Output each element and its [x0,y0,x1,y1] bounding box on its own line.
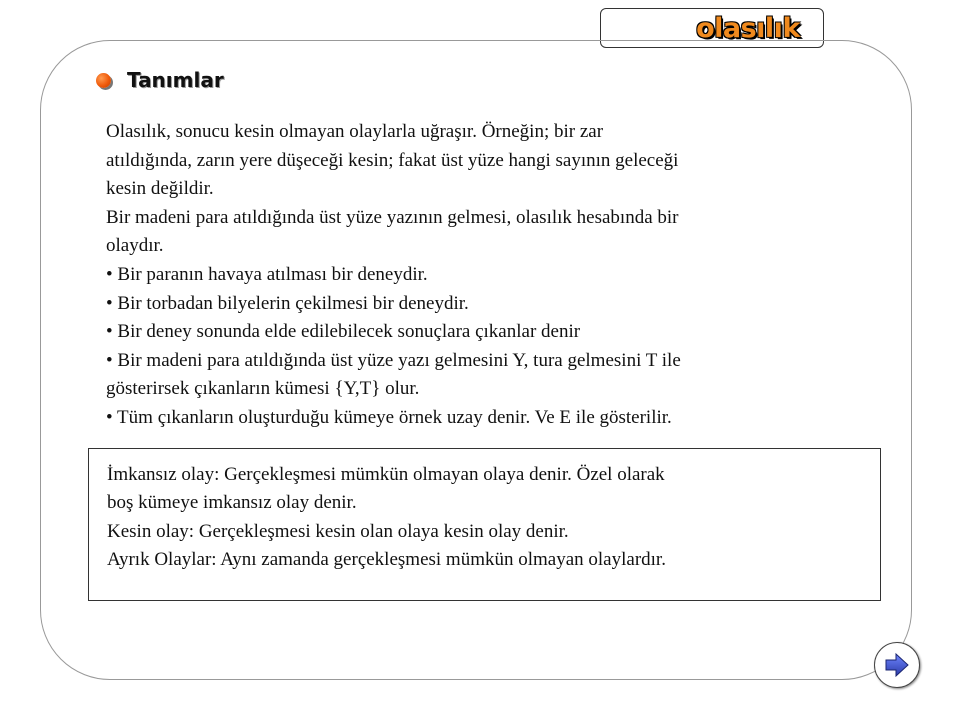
body-line: atıldığında, zarın yere düşeceği kesin; fakat üst yüze hangi sayının geleceği [106,149,679,171]
bullet-dot-icon [96,73,111,88]
body-line: • Bir madeni para atıldığında üst yüze yazı gelmesini Y, tura gelmesini T ile [106,349,681,371]
definitions-box [88,448,881,601]
definition-line: Ayrık Olaylar: Aynı zamanda gerçekleşmesi mümkün olmayan olaylardır. [107,549,666,571]
body-text [106,118,866,433]
definition-line: İmkansız olay: Gerçekleşmesi mümkün olmayan olaya denir. Özel olarak [107,464,665,485]
body-line: Olasılık, sonucu kesin olmayan olaylarla uğraşır. Örneğin; bir zar [106,121,604,142]
body-line: • Tüm çıkanların oluşturduğu kümeye örnek uzay denir. Ve E ile gösterilir. [106,406,672,428]
section-heading [96,68,224,92]
definition-line: Kesin olay: Gerçekleşmesi kesin olan olaya kesin olay denir. [107,520,569,542]
definitions-text [107,461,666,575]
body-line: Bir madeni para atıldığında üst yüze yazının gelmesi, olasılık hesabında bir [106,206,679,228]
section-heading-text: Tanımlar [127,68,224,92]
definition-line: boş kümeye imkansız olay denir. [107,492,357,514]
body-line: gösterirsek çıkanların kümesi {Y,T} olur. [106,378,420,400]
body-line: • Bir deney sonunda elde edilebilecek sonuçlara çıkanlar denir [106,321,581,343]
body-line: olaydır. [106,235,164,257]
slide-title: olasılık [696,13,800,44]
body-line: kesin değildir. [106,178,214,200]
body-line: • Bir torbadan bilyelerin çekilmesi bir deneydir. [106,292,469,314]
right-arrow-icon [884,652,910,678]
body-line: • Bir paranın havaya atılması bir deneydir. [106,263,428,285]
next-slide-button[interactable] [874,642,920,688]
